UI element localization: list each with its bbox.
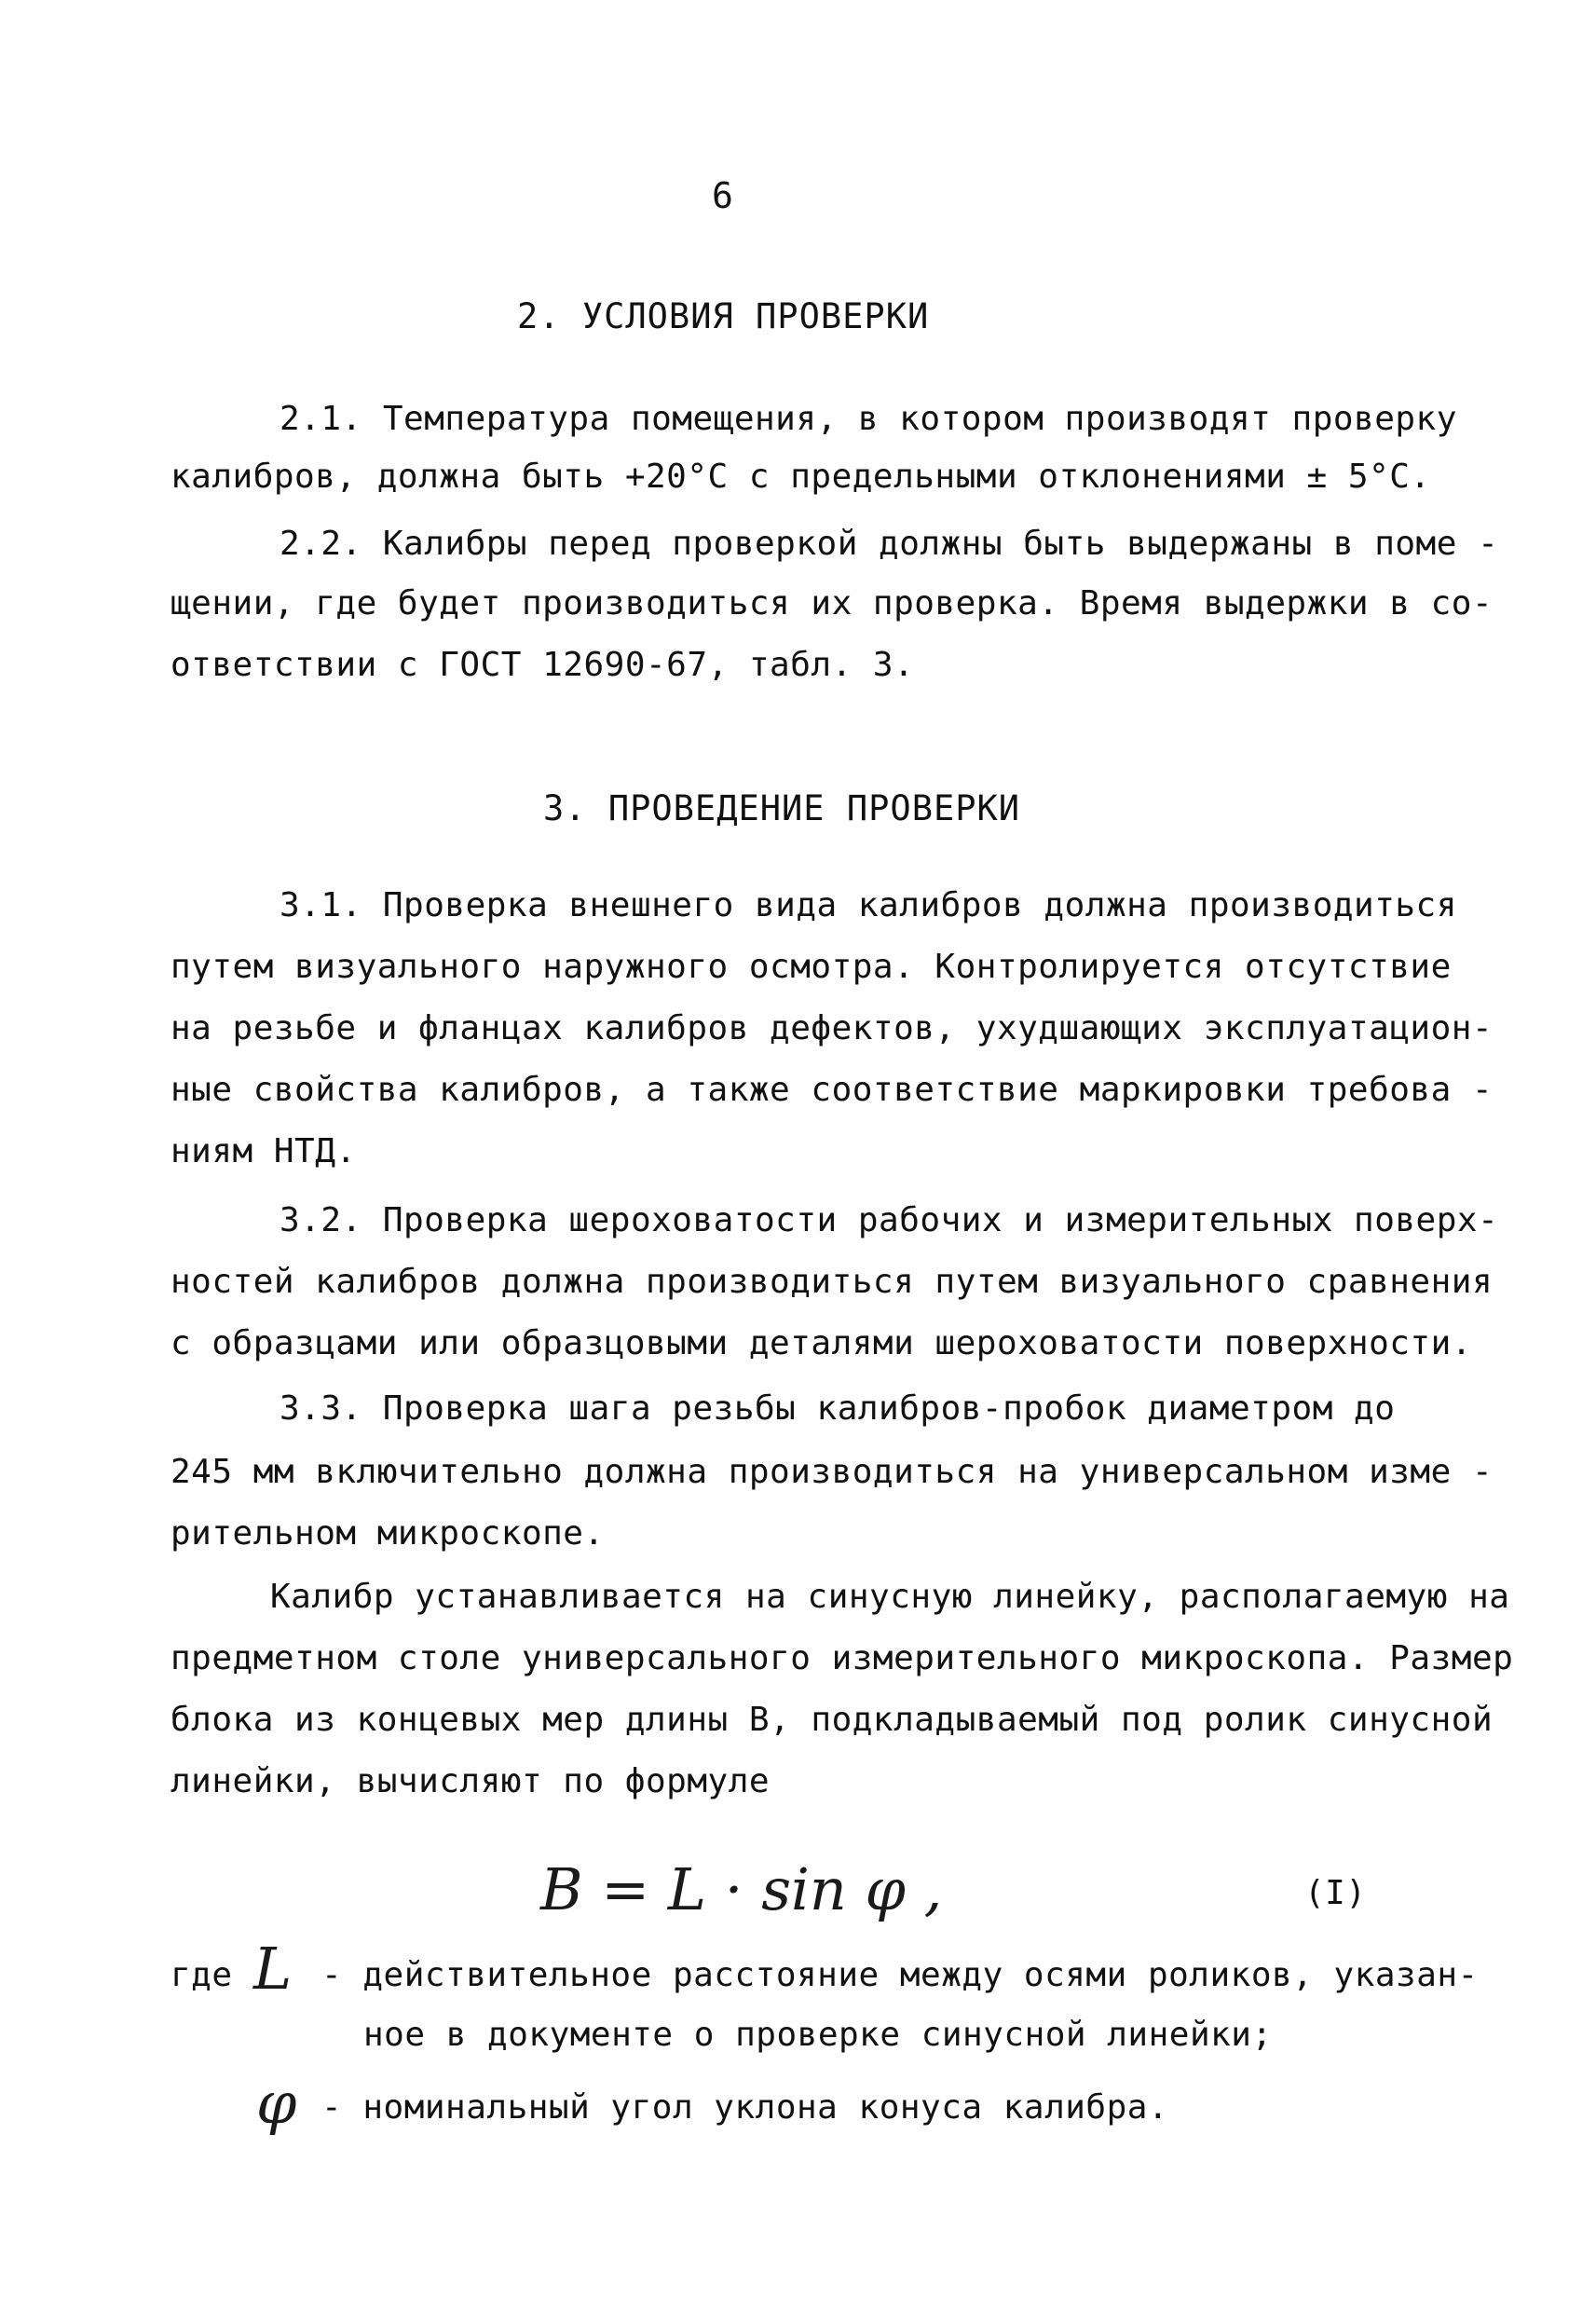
section-3-3-line-1: 3.3. Проверка шага резьбы калибров-пробок диаметром до [280, 1389, 1396, 1428]
definition-L-line-2: ное в документе о проверке синусной линейки; [363, 2016, 1273, 2054]
formula-handwritten: B = L · sin φ , [540, 1855, 943, 1923]
section-3-1-line-2: путем визуального наружного осмотра. Контролируется отсутствие [171, 948, 1452, 986]
section-2-1-line-1: 2.1. Температура помещения, в котором производят проверку [280, 400, 1457, 438]
section-3-4-line-3: блока из концевых мер длины В, подкладываемый под ролик синусной [171, 1701, 1494, 1739]
definition-L-line-1: - действительное расстояние между осями роликов, указан- [321, 1956, 1479, 1994]
definition-phi: - номинальный угол уклона конуса калибра. [321, 2088, 1169, 2127]
page-number: 6 [712, 175, 734, 216]
symbol-phi-handwritten: φ [256, 2069, 297, 2137]
section-2-heading: 2. УСЛОВИЯ ПРОВЕРКИ [517, 296, 930, 336]
section-2-1-line-2: калибров, должна быть +20°С с предельными отклонениями ± 5°С. [171, 458, 1431, 496]
section-3-4-line-4: линейки, вычисляют по формуле [171, 1762, 771, 1800]
section-3-4-line-1: Калибр устанавливается на синусную линейку, располагаемую на [270, 1578, 1510, 1616]
section-2-2-line-1: 2.2. Калибры перед проверкой должны быть выдержаны в поме - [280, 525, 1499, 563]
formula-number: (I) [1304, 1874, 1367, 1912]
section-3-1-line-3: на резьбе и фланцах калибров дефектов, ухудшающих эксплуатацион- [171, 1009, 1494, 1047]
section-3-3-line-2: 245 мм включительно должна производиться на универсальном изме - [171, 1453, 1494, 1491]
section-2-2-line-2: щении, где будет производиться их проверка. Время выдержки в со- [171, 584, 1494, 622]
symbol-L-handwritten: L [253, 1935, 293, 2003]
section-3-2-line-2: ностей калибров должна производиться путем визуального сравнения [171, 1263, 1494, 1301]
section-3-4-line-2: предметном столе универсального измерительного микроскопа. Размер [171, 1639, 1514, 1677]
section-3-2-line-3: с образцами или образцовыми деталями шероховатости поверхности. [171, 1324, 1472, 1362]
section-2-2-line-3: ответствии с ГОСТ 12690-67, табл. 3. [171, 646, 915, 684]
where-label: где [171, 1956, 233, 1994]
section-3-1-line-1: 3.1. Проверка внешнего вида калибров должна производиться [280, 886, 1457, 924]
section-3-2-line-1: 3.2. Проверка шероховатости рабочих и измерительных поверх- [280, 1201, 1499, 1239]
section-3-heading: 3. ПРОВЕДЕНИЕ ПРОВЕРКИ [543, 788, 1021, 828]
section-3-1-line-4: ные свойства калибров, а также соответствие маркировки требова - [171, 1071, 1494, 1109]
section-3-3-line-3: рительном микроскопе. [171, 1514, 605, 1553]
section-3-1-line-5: ниям НТД. [171, 1132, 357, 1170]
